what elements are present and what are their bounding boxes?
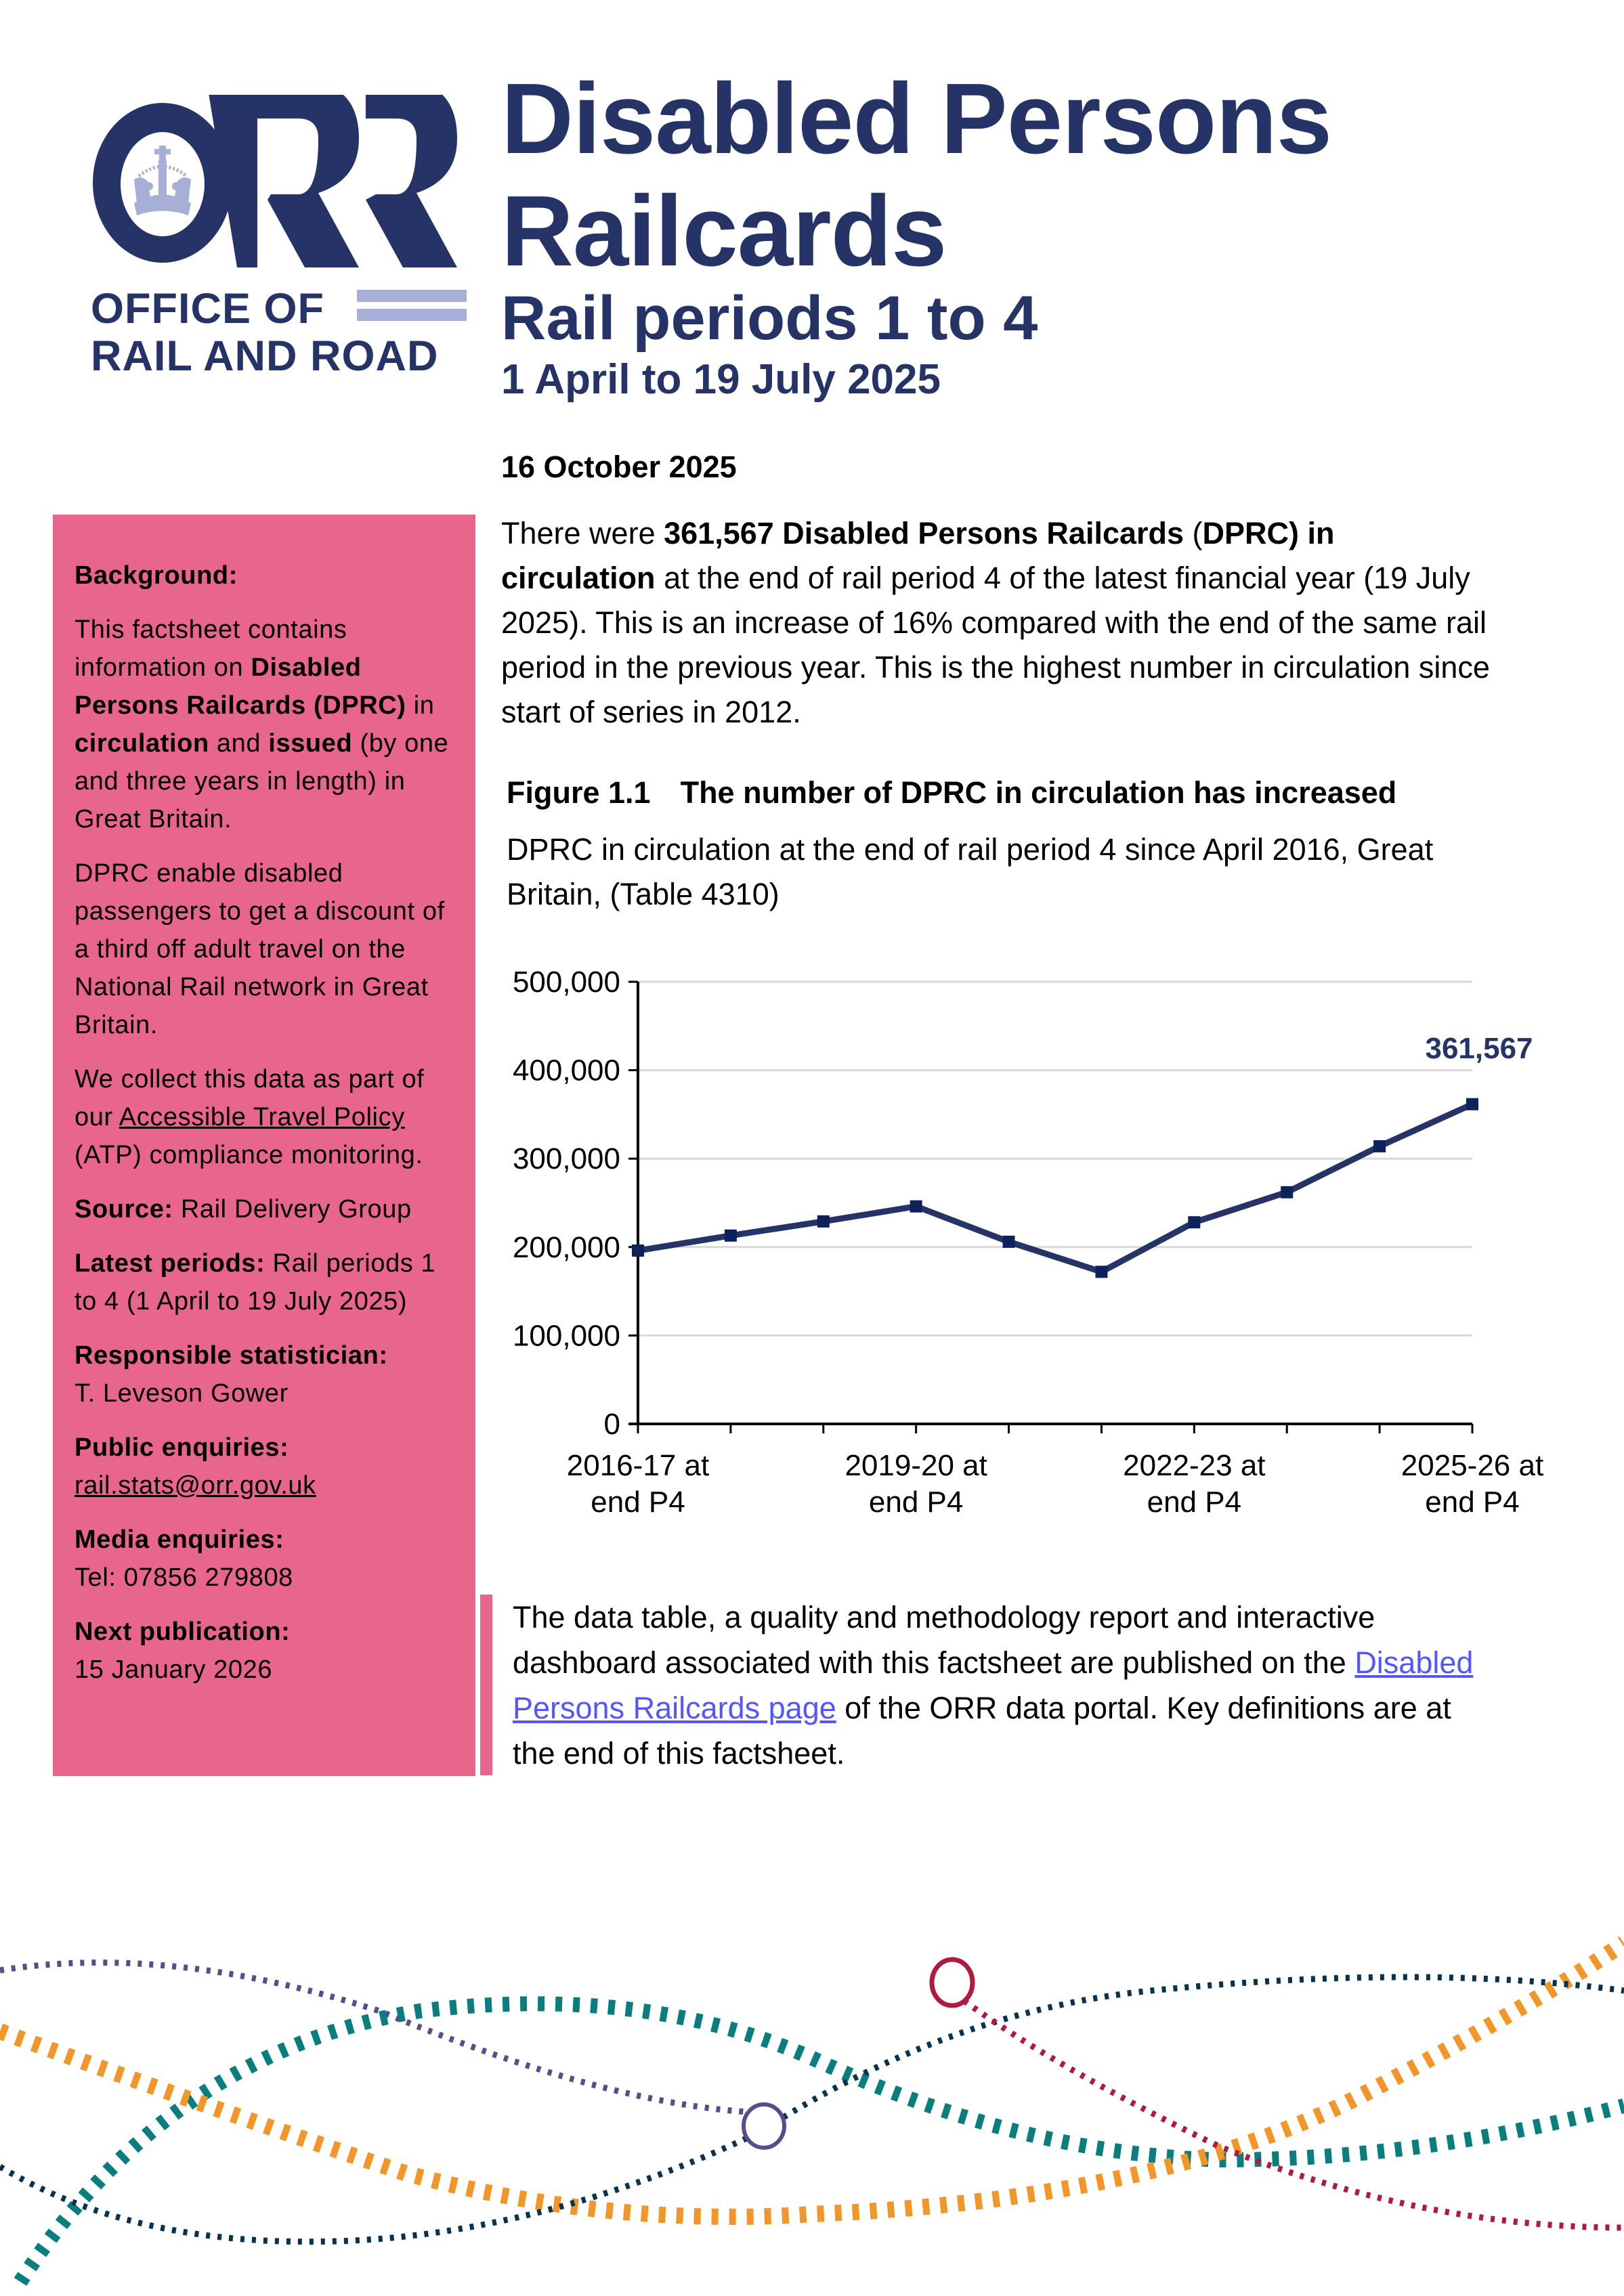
data-point [1373,1140,1386,1152]
public-enquiries-line [74,1467,462,1504]
statistician-label: Responsible statistician: [74,1341,388,1370]
y-tick-label: 400,000 [512,1054,620,1087]
text: There were [501,516,664,550]
date-range: 1 April to 19 July 2025 [501,356,941,403]
source-value: Rail Delivery Group [173,1195,412,1223]
media-enquiries-value: Tel: 07856 279808 [74,1563,293,1592]
x-tick-label: 2022-23 at [1123,1449,1266,1482]
source-label: Source: [74,1195,173,1223]
latest-periods-line [74,1244,462,1320]
intro-paragraph [501,511,1497,735]
x-tick-label: end P4 [868,1486,964,1519]
deco-line-teal-1 [20,2003,1624,2282]
data-point [725,1230,737,1242]
logo-line2: RAIL AND ROAD [91,332,439,380]
text: in [406,691,435,720]
bold-text: circulation [74,729,209,758]
x-tick-label: 2019-20 at [845,1449,987,1482]
public-enquiries-label: Public enquiries: [74,1433,289,1462]
decorative-rail-lines [0,1930,1624,2296]
figure-subtitle: DPRC in circulation at the end of rail period 4 since April 2016, Great Britain, (Table 4310) [507,832,1434,911]
source-line [74,1190,462,1228]
background-para-2: DPRC enable disabled passengers to get a discount of a third off adult travel on the National Rail network in Great Britain. [74,859,445,1039]
background-para-3 [74,1060,462,1174]
public-enquiries-email-link[interactable]: rail.stats@orr.gov.uk [74,1471,316,1500]
media-enquiries-label: Media enquiries: [74,1525,284,1554]
latest-periods-value: Rail periods 1 to 4 (1 April to 19 July 2025) [74,1249,436,1316]
bold-text: issued [268,729,353,758]
text: ( [1184,516,1203,550]
text: We collect this data as part of our [74,1065,425,1131]
logo-line1: OFFICE OF [91,285,324,332]
deco-station-crimson-icon [932,1959,973,2006]
orr-letters-logo [74,95,467,298]
next-publication-label: Next publication: [74,1618,291,1646]
background-sidebar [53,515,475,1776]
y-tick-label: 200,000 [512,1230,620,1264]
text: and [209,729,269,758]
statistician-value: T. Leveson Gower [74,1379,289,1408]
data-point [632,1244,644,1257]
deco-line-darknavy [0,1977,1624,2242]
publication-date: 16 October 2025 [501,450,737,484]
data-point [817,1215,830,1228]
data-point [1466,1098,1478,1110]
dprc-page-link[interactable]: Disabled Persons Railcards page [513,1645,1474,1725]
data-point [1188,1216,1200,1228]
x-tick-label: end P4 [1425,1486,1520,1519]
deco-station-purple-icon [744,2104,784,2148]
text: (by one and three years in length) in Great Britain. [74,729,449,833]
y-tick-label: 300,000 [512,1142,620,1176]
text: This factsheet contains information on [74,615,347,682]
bold-text: DPRC) in circulation [501,516,1335,595]
note-accent-bar [480,1595,492,1775]
text: (ATP) compliance monitoring. [74,1141,423,1169]
page-title-line2: Railcards [501,175,947,287]
data-point [1095,1265,1107,1278]
text: at the end of rail period 4 of the latest financial year (19 July 2025). This is an increase of 16% compared with the end of the same rail period in the previous year. This is the highest number in circulation since start of series in 2012. [501,561,1490,729]
y-tick-label: 500,000 [512,966,620,999]
y-tick-label: 0 [603,1408,620,1441]
orr-logo [74,95,467,379]
deco-line-crimson [955,1994,1624,2228]
background-para-1 [74,611,462,838]
y-tick-label: 100,000 [512,1319,620,1353]
figure-title-text: The number of DPRC in circulation has increased [680,775,1397,810]
latest-periods-label: Latest periods: [74,1249,265,1278]
x-tick-label: end P4 [591,1486,685,1519]
data-point [1003,1236,1015,1248]
background-heading: Background: [74,561,238,590]
x-tick-label: end P4 [1147,1486,1242,1519]
accessible-travel-policy-link[interactable]: Accessible Travel Policy [119,1103,405,1131]
logo-stripe-bottom [357,309,467,321]
deco-line-orange [0,1943,1624,2217]
logo-stripe-top [357,290,467,302]
bold-text: 361,567 Disabled Persons Railcards [664,516,1184,550]
text: of the ORR data portal. Key definitions are at the end of this factsheet. [513,1691,1451,1771]
x-tick-label: 2016-17 at [566,1449,710,1482]
figure-title [507,775,1396,810]
dprc-line-chart [474,948,1591,1544]
page-title-line1: Disabled Persons [501,63,1332,175]
next-publication-value: 15 January 2026 [74,1655,273,1684]
bold-text: Disabled Persons Railcards (DPRC) [74,653,406,720]
data-point [910,1200,922,1213]
data-label: 361,567 [1425,1031,1533,1065]
figure-number: Figure 1.1 [507,775,651,810]
page-subtitle: Rail periods 1 to 4 [501,284,1038,353]
x-tick-label: 2025-26 at [1401,1449,1544,1482]
deco-line-purple [0,1963,758,2113]
text: The data table, a quality and methodology report and interactive dashboard associated with this factsheet are published on the [513,1600,1375,1680]
data-portal-note [513,1595,1501,1776]
data-point [1281,1186,1293,1198]
